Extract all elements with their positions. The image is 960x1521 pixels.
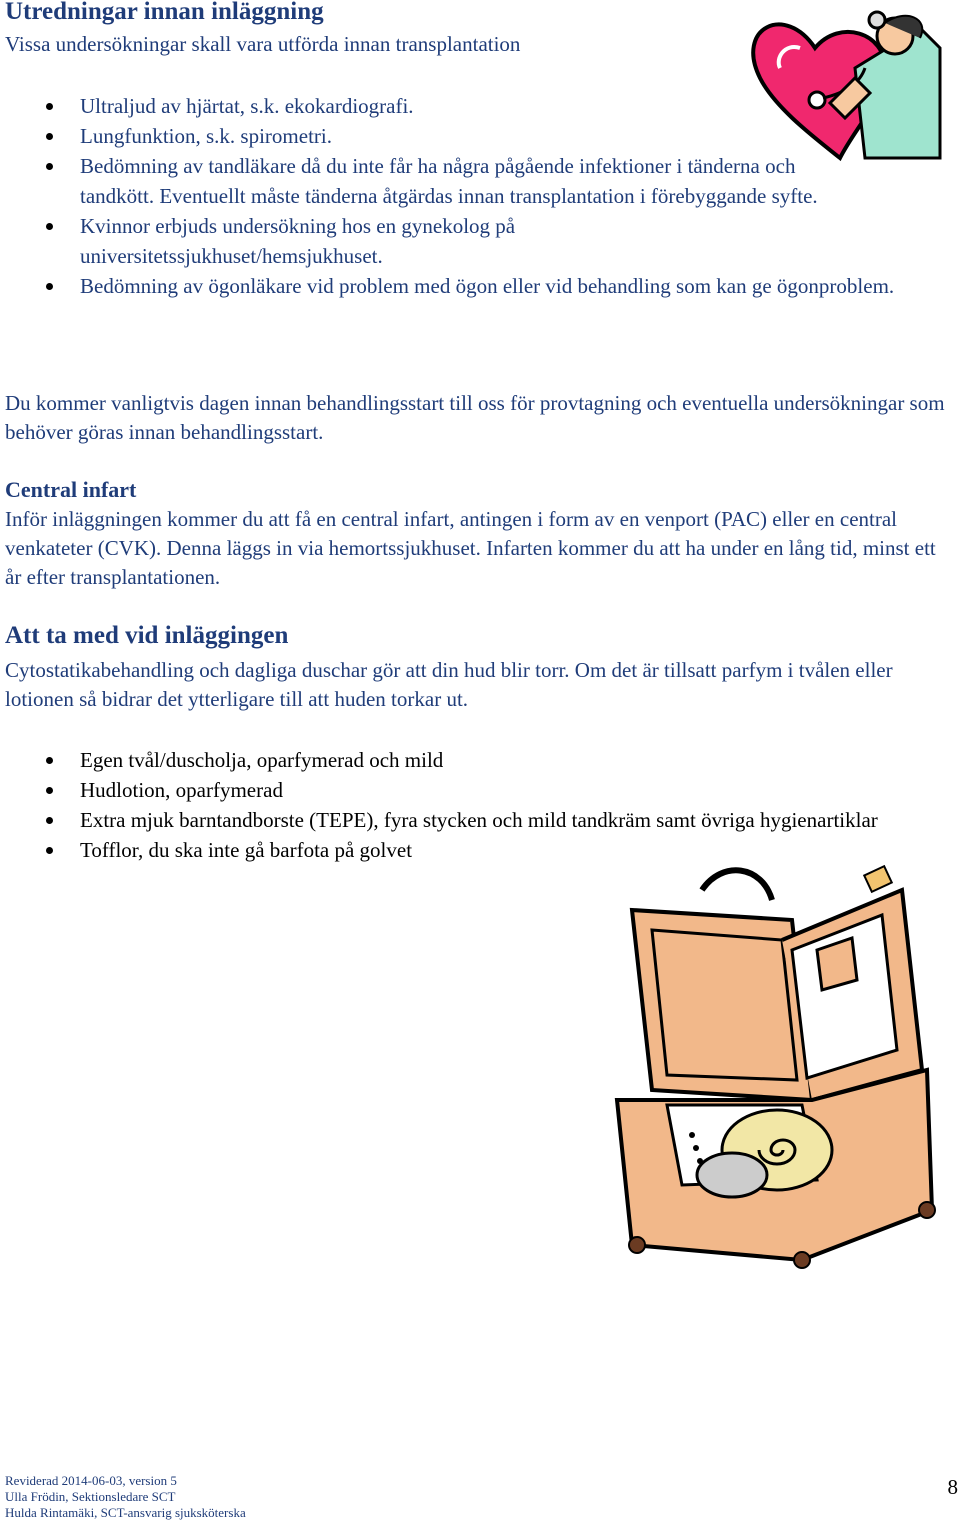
suitcase-illustration	[612, 850, 942, 1270]
list-item: Extra mjuk barntandborste (TEPE), fyra stycken och mild tandkräm samt övriga hygienartiklar	[5, 805, 910, 835]
bring-heading: Att ta med vid inläggingen	[5, 622, 289, 649]
exam-list	[5, 91, 930, 301]
list-item: Lungfunktion, s.k. spirometri.	[5, 121, 930, 151]
page-title: Utredningar innan inläggning	[5, 0, 324, 25]
list-item: Bedömning av tandläkare då du inte får ha några pågående infektioner i tänderna och tandkött. Eventuellt måste tänderna åtgärdas innan transplantation i förebyggande syfte.	[5, 151, 870, 211]
list-item: Tofflor, du ska inte gå barfota på golvet	[5, 835, 930, 865]
footer-author-2: Hulda Rintamäki, SCT-ansvarig sjuksköterska	[5, 1505, 246, 1520]
page-number: 8	[947, 1475, 958, 1499]
list-item: Kvinnor erbjuds undersökning hos en gynekolog på universitetssjukhuset/hemsjukhuset.	[5, 211, 640, 271]
list-item: Hudlotion, oparfymerad	[5, 775, 930, 805]
list-item: Egen tvål/duscholja, oparfymerad och mild	[5, 745, 930, 775]
intro-paragraph: Du kommer vanligtvis dagen innan behandlingsstart till oss för provtagning och eventuella undersökningar som behöver göras innan behandlingsstart.	[5, 391, 945, 444]
list-item: Ultraljud av hjärtat, s.k. ekokardiografi.	[5, 91, 930, 121]
central-infart-heading: Central infart	[5, 477, 137, 502]
page-subtitle: Vissa undersökningar skall vara utförda innan transplantation	[5, 32, 521, 56]
bring-text: Cytostatikabehandling och dagliga duschar gör att din hud blir torr. Om det är tillsatt parfym i tvålen eller lotionen så bidrar det ytterligare till att huden torkar ut.	[5, 658, 893, 711]
central-infart-text: Inför inläggningen kommer du att få en central infart, antingen i form av en venport (PAC) eller en central venkateter (CVK). Denna läggs in via hemortssjukhuset. Infarten kommer du att ha under en lång tid, minst ett år efter transplantationen.	[5, 507, 936, 589]
footer	[5, 1473, 246, 1521]
list-item: Bedömning av ögonläkare vid problem med ögon eller vid behandling som kan ge ögonproblem.	[5, 271, 930, 301]
footer-revision: Reviderad 2014-06-03, version 5	[5, 1473, 177, 1488]
footer-author-1: Ulla Frödin, Sektionsledare SCT	[5, 1489, 176, 1504]
bring-list	[5, 745, 930, 865]
